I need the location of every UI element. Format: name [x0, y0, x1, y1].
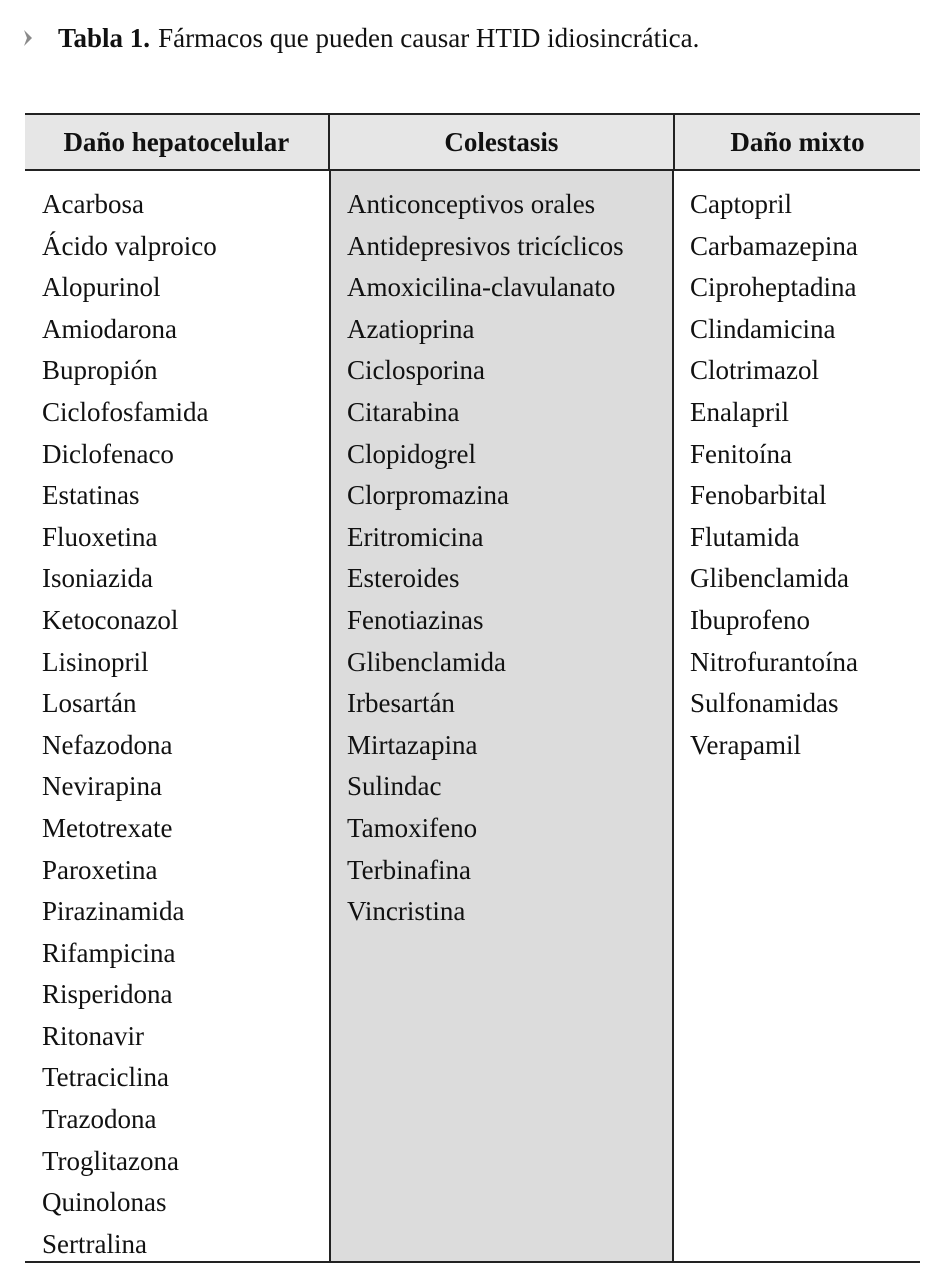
drug-item: Clopidogrel [347, 438, 476, 469]
drug-item: Amoxicilina-clavulanato [347, 272, 616, 303]
drug-item: Irbesartán [347, 688, 455, 719]
drug-item: Metotrexate [42, 812, 173, 843]
drug-item: Fenotiazinas [347, 604, 484, 635]
drug-item: Esteroides [347, 563, 460, 594]
drug-item: Sertralina [42, 1228, 147, 1259]
drug-item: Carbamazepina [690, 230, 858, 261]
drug-item: Tamoxifeno [347, 812, 478, 843]
drug-item: Acarbosa [42, 189, 144, 219]
drug-item: Enalapril [690, 396, 789, 427]
drug-item: Risperidona [42, 979, 173, 1010]
drug-item: Antidepresivos tricíclicos [347, 230, 624, 261]
chevron-right-icon [22, 27, 36, 49]
drug-item: Lisinopril [42, 646, 149, 677]
drug-item: Estatinas [42, 480, 140, 511]
drug-item: Paroxetina [42, 854, 158, 885]
column-mixto [674, 171, 920, 1261]
drug-item: Trazodona [42, 1104, 157, 1135]
drug-item: Fenitoína [690, 438, 792, 469]
drug-item: Alopurinol [42, 272, 161, 303]
drug-item: Isoniazida [42, 563, 153, 594]
drug-item: Eritromicina [347, 521, 484, 552]
table-header [25, 115, 920, 171]
caption-text: Fármacos que pueden causar HTID idiosincrática. [158, 22, 700, 53]
drug-item: Anticonceptivos orales [347, 189, 596, 219]
drug-item: Sulindac [347, 771, 442, 802]
header-colestasis: Colestasis [328, 115, 675, 169]
drug-item: Clorpromazina [347, 480, 509, 511]
drug-item: Losartán [42, 688, 137, 719]
drug-item: Glibenclamida [347, 646, 506, 677]
drug-item: Fluoxetina [42, 521, 158, 552]
drug-item: Azatioprina [347, 313, 475, 344]
drug-item: Ritonavir [42, 1020, 144, 1051]
drug-item: Nitrofurantoína [690, 646, 858, 677]
drug-item: Flutamida [690, 521, 800, 552]
drug-item: Nefazodona [42, 729, 173, 760]
drug-item: Clotrimazol [690, 355, 819, 386]
table-body [25, 171, 920, 1261]
drug-item: Pirazinamida [42, 896, 185, 927]
column-colestasis [329, 171, 674, 1261]
drug-item: Sulfonamidas [690, 688, 839, 719]
drug-table [25, 113, 920, 1263]
drug-item: Tetraciclina [42, 1062, 170, 1093]
header-hepatocelular: Daño hepatocelular [63, 126, 290, 157]
drug-item: Troglitazona [42, 1145, 179, 1176]
drug-item: Rifampicina [42, 937, 176, 968]
drug-item: Terbinafina [347, 854, 472, 885]
drug-item: Ciclofosfamida [42, 396, 209, 427]
drug-item: Captopril [690, 189, 792, 219]
drug-item: Glibenclamida [690, 563, 849, 594]
drug-item: Diclofenaco [42, 438, 174, 469]
drug-item: Citarabina [347, 396, 460, 427]
drug-item: Ketoconazol [42, 604, 179, 635]
drug-item: Bupropión [42, 355, 158, 386]
drug-item: Amiodarona [42, 313, 177, 344]
drug-item: Quinolonas [42, 1187, 167, 1218]
column-hepatocelular [25, 171, 329, 1261]
drug-item: Clindamicina [690, 313, 836, 344]
drug-item: Verapamil [690, 729, 801, 760]
table-caption [22, 18, 699, 58]
drug-item: Fenobarbital [690, 480, 827, 511]
header-mixto: Daño mixto [730, 126, 865, 157]
caption-label: Tabla 1. [58, 22, 151, 53]
drug-item: Nevirapina [42, 771, 162, 802]
drug-item: Mirtazapina [347, 729, 478, 760]
drug-item: Ciproheptadina [690, 272, 857, 303]
drug-item: Ibuprofeno [690, 604, 810, 635]
drug-item: Ciclosporina [347, 355, 485, 386]
drug-item: Ácido valproico [42, 230, 217, 261]
drug-item: Vincristina [347, 896, 466, 927]
